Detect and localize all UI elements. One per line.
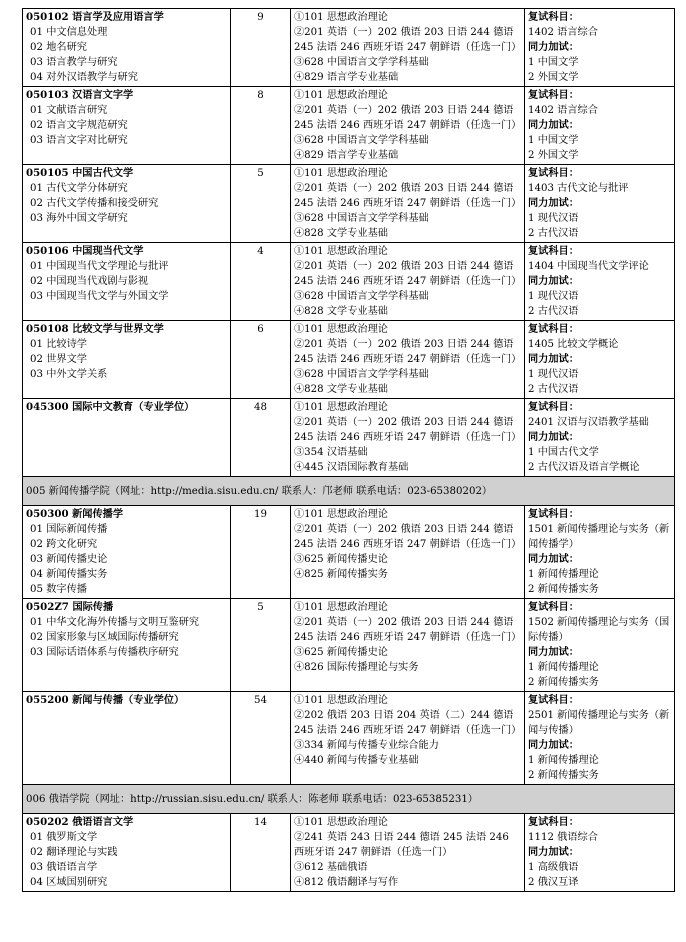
retest-cell [525,814,675,892]
equiv-label: 同力加试： [528,197,579,209]
research-direction: 01 俄罗斯文学 [30,832,98,843]
program-name: 中国现当代文学 [72,245,144,257]
exam-subject: ②241 英语 243 日语 244 德语 245 法语 246 [294,832,509,843]
retest-cell [525,243,675,321]
equiv-subject: 1 现代汉语 [528,213,579,224]
research-direction: 03 新闻传播史论 [30,554,108,565]
program-code: 050102 [26,11,69,23]
exam-subjects [291,9,525,87]
equiv-label: 同力加试： [528,353,579,365]
exam-subject: ③628 中国语言文学学科基础 [294,213,429,224]
exam-subject: 西班牙语 247 朝鲜语（任选一门） [294,847,453,858]
program-cell [23,321,231,399]
exam-subjects [291,599,525,692]
exam-subject: ④828 文学专业基础 [294,228,388,239]
exam-subjects [291,321,525,399]
exam-subject: ④812 俄语翻译与写作 [294,877,399,888]
program-title [26,600,227,615]
exam-subject: ①101 思想政治理论 [294,246,388,257]
program-title [26,10,227,25]
research-direction: 03 国际话语体系与传播秩序研究 [30,647,179,658]
retest-subject: 1501 新闻传播理论与实务（新闻传播学） [528,524,670,550]
program-row [23,399,675,477]
exam-subject: ②201 英语（一）202 俄语 203 日语 244 德语 [294,339,514,350]
retest-label: 复试科目： [528,89,579,101]
equiv-label: 同力加试： [528,846,579,858]
program-name: 国际传播 [72,601,114,613]
program-code: 050108 [26,323,69,335]
program-row [23,692,675,785]
equiv-subject: 2 古代汉语及语言学概论 [528,462,640,473]
research-direction: 01 文献语言研究 [30,105,108,116]
exam-subject: ②201 英语（一）202 俄语 203 日语 244 德语 [294,417,514,428]
program-cell [23,599,231,692]
program-row [23,506,675,599]
retest-cell [525,87,675,165]
retest-cell [525,506,675,599]
equiv-subject: 2 外国文学 [528,72,579,83]
program-code: 050105 [26,167,69,179]
research-direction: 01 比较诗学 [30,339,87,350]
program-name: 中国古代文学 [72,167,134,179]
program-table-body [23,9,675,892]
exam-subject: ①101 思想政治理论 [294,695,388,706]
research-direction: 04 区域国别研究 [30,877,108,888]
program-cell [23,692,231,785]
enrollment-count: 48 [231,399,291,477]
equiv-subject: 2 新闻传播实务 [528,677,599,688]
retest-cell [525,165,675,243]
equiv-label: 同力加试： [528,275,579,287]
enrollment-count: 14 [231,814,291,892]
retest-label: 复试科目： [528,323,579,335]
section-header: 006 俄语学院（网址：http://russian.sisu.edu.cn/ 联系人：陈老师 联系电话：023-65385231） [23,785,675,814]
program-title [26,400,227,415]
exam-subject: ④829 语言学专业基础 [294,72,399,83]
exam-subjects [291,399,525,477]
retest-label: 复试科目： [528,167,579,179]
program-cell [23,87,231,165]
research-direction: 03 语言教学与研究 [30,57,118,68]
program-code: 050106 [26,245,69,257]
equiv-subject: 1 新闻传播理论 [528,755,599,766]
equiv-label: 同力加试： [528,739,579,751]
exam-subjects [291,814,525,892]
program-cell [23,165,231,243]
program-name: 汉语言文字学 [72,89,134,101]
program-row [23,243,675,321]
research-direction: 02 国家形象与区域国际传播研究 [30,632,179,643]
enrollment-count: 8 [231,87,291,165]
research-direction: 03 语言文字对比研究 [30,135,128,146]
equiv-subject: 1 中国古代文学 [528,447,599,458]
research-direction: 02 跨文化研究 [30,539,98,550]
program-row [23,165,675,243]
exam-subject: ③625 新闻传播史论 [294,554,388,565]
retest-subject: 1404 中国现当代文学评论 [528,261,649,272]
exam-subjects [291,165,525,243]
retest-subject: 2501 新闻传播理论与实务（新闻与传播） [528,710,670,736]
program-row [23,814,675,892]
program-cell [23,399,231,477]
section-header-row [23,785,675,814]
enrollment-count: 6 [231,321,291,399]
exam-subject: ①101 思想政治理论 [294,324,388,335]
exam-subjects [291,243,525,321]
exam-subject: ④829 语言学专业基础 [294,150,399,161]
exam-subject: ②201 英语（一）202 俄语 203 日语 244 德语 [294,261,514,272]
enrollment-count: 54 [231,692,291,785]
program-row [23,9,675,87]
program-title [26,244,227,259]
exam-subject: ③625 新闻传播史论 [294,647,388,658]
exam-subject: ②201 英语（一）202 俄语 203 日语 244 德语 [294,183,514,194]
enrollment-count: 9 [231,9,291,87]
exam-subject: 245 法语 246 西班牙语 247 朝鲜语（任选一门） [294,120,522,131]
equiv-label: 同力加试： [528,553,579,565]
exam-subject: ①101 思想政治理论 [294,817,388,828]
program-code: 045300 [26,401,69,413]
equiv-label: 同力加试： [528,646,579,658]
program-title [26,815,227,830]
exam-subject: 245 法语 246 西班牙语 247 朝鲜语（任选一门） [294,632,522,643]
retest-label: 复试科目： [528,508,579,520]
enrollment-count: 5 [231,165,291,243]
program-name: 新闻与传播（专业学位） [72,694,185,706]
equiv-subject: 2 新闻传播实务 [528,770,599,781]
research-direction: 03 海外中国文学研究 [30,213,128,224]
retest-cell [525,692,675,785]
retest-subject: 2401 汉语与汉语教学基础 [528,417,649,428]
exam-subject: ③628 中国语言文学学科基础 [294,57,429,68]
retest-subject: 1403 古代文论与批评 [528,183,629,194]
equiv-label: 同力加试： [528,119,579,131]
equiv-label: 同力加试： [528,431,579,443]
exam-subject: ④440 新闻与传播专业基础 [294,755,419,766]
research-direction: 02 世界文学 [30,354,87,365]
program-name: 语言学及应用语言学 [72,11,164,23]
exam-subject: 245 法语 246 西班牙语 247 朝鲜语（任选一门） [294,539,522,550]
retest-label: 复试科目： [528,694,579,706]
program-cell [23,243,231,321]
exam-subjects [291,87,525,165]
retest-subject: 1402 语言综合 [528,27,598,38]
program-code: 0502Z7 [26,601,69,613]
exam-subjects [291,692,525,785]
exam-subject: 245 法语 246 西班牙语 247 朝鲜语（任选一门） [294,276,522,287]
retest-subject: 1502 新闻传播理论与实务（国际传播） [528,617,670,643]
program-code: 050300 [26,508,69,520]
equiv-subject: 1 新闻传播理论 [528,662,599,673]
exam-subject: ②202 俄语 203 日语 204 英语（二）244 德语 [294,710,514,721]
research-direction: 02 语言文字规范研究 [30,120,128,131]
retest-label: 复试科目： [528,601,579,613]
retest-subject: 1405 比较文学概论 [528,339,619,350]
exam-subject: ④826 国际传播理论与实务 [294,662,419,673]
retest-cell [525,9,675,87]
program-name: 俄语语言文学 [72,816,134,828]
research-direction: 01 古代文学分体研究 [30,183,128,194]
enrollment-count: 4 [231,243,291,321]
exam-subject: ③334 新闻与传播专业综合能力 [294,740,439,751]
equiv-subject: 1 新闻传播理论 [528,569,599,580]
section-header: 005 新闻传播学院（网址：http://media.sisu.edu.cn/ 联系人：邝老师 联系电话：023-65380202） [23,477,675,506]
exam-subject: ①101 思想政治理论 [294,168,388,179]
exam-subject: 245 法语 246 西班牙语 247 朝鲜语（任选一门） [294,42,522,53]
program-title [26,693,227,708]
research-direction: 04 新闻传播实务 [30,569,108,580]
program-table [22,8,675,892]
exam-subject: ①101 思想政治理论 [294,90,388,101]
program-title [26,88,227,103]
equiv-subject: 2 外国文学 [528,150,579,161]
research-direction: 03 中外文学关系 [30,369,108,380]
catalog-sheet [22,8,674,892]
equiv-subject: 2 古代汉语 [528,384,579,395]
section-header-row [23,477,675,506]
retest-label: 复试科目： [528,11,579,23]
retest-label: 复试科目： [528,401,579,413]
research-direction: 05 数字传播 [30,584,87,595]
retest-cell [525,399,675,477]
exam-subject: ④828 文学专业基础 [294,384,388,395]
exam-subject: 245 法语 246 西班牙语 247 朝鲜语（任选一门） [294,198,522,209]
retest-subject: 1112 俄语综合 [528,832,598,843]
exam-subject: ③612 基础俄语 [294,862,368,873]
equiv-subject: 1 中国文学 [528,135,579,146]
exam-subject: ④825 新闻传播实务 [294,569,388,580]
equiv-subject: 2 古代汉语 [528,306,579,317]
research-direction: 01 中文信息处理 [30,27,108,38]
exam-subject: ②201 英语（一）202 俄语 203 日语 244 德语 [294,617,514,628]
exam-subject: ②201 英语（一）202 俄语 203 日语 244 德语 [294,105,514,116]
program-title [26,322,227,337]
research-direction: 01 国际新闻传播 [30,524,108,535]
enrollment-count: 19 [231,506,291,599]
research-direction: 02 中国现当代戏剧与影视 [30,276,149,287]
equiv-subject: 1 现代汉语 [528,291,579,302]
program-code: 055200 [26,694,69,706]
program-row [23,321,675,399]
exam-subject: ④445 汉语国际教育基础 [294,462,409,473]
exam-subject: ①101 思想政治理论 [294,509,388,520]
equiv-subject: 2 古代汉语 [528,228,579,239]
program-title [26,166,227,181]
exam-subject: ③628 中国语言文学学科基础 [294,291,429,302]
program-cell [23,506,231,599]
research-direction: 02 古代文学传播和接受研究 [30,198,159,209]
program-name: 比较文学与世界文学 [72,323,164,335]
exam-subject: ①101 思想政治理论 [294,12,388,23]
retest-label: 复试科目： [528,816,579,828]
exam-subject: 245 法语 246 西班牙语 247 朝鲜语（任选一门） [294,354,522,365]
equiv-subject: 1 现代汉语 [528,369,579,380]
equiv-subject: 2 俄汉互译 [528,877,579,888]
exam-subject: 245 法语 246 西班牙语 247 朝鲜语（任选一门） [294,725,522,736]
program-title [26,507,227,522]
program-row [23,599,675,692]
equiv-subject: 2 新闻传播实务 [528,584,599,595]
exam-subjects [291,506,525,599]
exam-subject: ③354 汉语基础 [294,447,368,458]
research-direction: 01 中华文化海外传播与文明互鉴研究 [30,617,200,628]
program-row [23,87,675,165]
exam-subject: ②201 英语（一）202 俄语 203 日语 244 德语 [294,27,514,38]
equiv-label: 同力加试： [528,41,579,53]
research-direction: 03 俄语语言学 [30,862,98,873]
research-direction: 04 对外汉语教学与研究 [30,72,138,83]
program-cell [23,814,231,892]
research-direction: 01 中国现当代文学理论与批评 [30,261,169,272]
research-direction: 02 地名研究 [30,42,87,53]
exam-subject: ①101 思想政治理论 [294,402,388,413]
exam-subject: ①101 思想政治理论 [294,602,388,613]
retest-subject: 1402 语言综合 [528,105,598,116]
program-code: 050103 [26,89,69,101]
exam-subject: ②201 英语（一）202 俄语 203 日语 244 德语 [294,524,514,535]
exam-subject: 245 法语 246 西班牙语 247 朝鲜语（任选一门） [294,432,522,443]
program-cell [23,9,231,87]
retest-cell [525,599,675,692]
retest-cell [525,321,675,399]
enrollment-count: 5 [231,599,291,692]
research-direction: 02 翻译理论与实践 [30,847,118,858]
program-name: 新闻传播学 [72,508,124,520]
research-direction: 03 中国现当代文学与外国文学 [30,291,169,302]
program-name: 国际中文教育（专业学位） [72,401,195,413]
exam-subject: ③628 中国语言文学学科基础 [294,369,429,380]
equiv-subject: 1 中国文学 [528,57,579,68]
equiv-subject: 1 高级俄语 [528,862,579,873]
exam-subject: ④828 文学专业基础 [294,306,388,317]
program-code: 050202 [26,816,69,828]
retest-label: 复试科目： [528,245,579,257]
exam-subject: ③628 中国语言文学学科基础 [294,135,429,146]
